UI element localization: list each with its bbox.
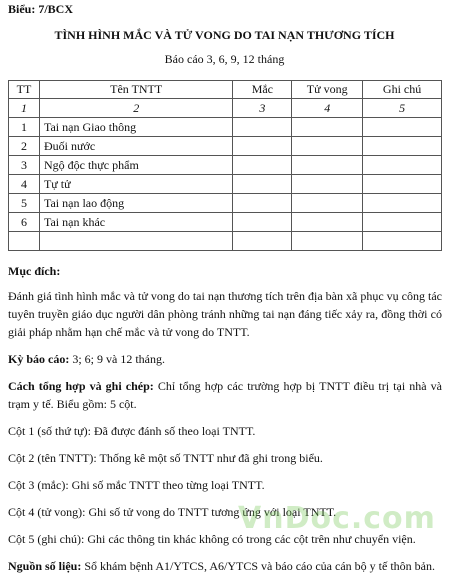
cell-tu-vong [292,118,363,137]
table-header-row [9,81,442,99]
cell-ghi-chu [363,213,442,232]
source-label: Nguồn số liệu: [8,559,82,573]
row-name: Tự tử [39,175,232,194]
column-desc-2: Cột 2 (tên TNTT): Thống kê một số TNTT như đã ghi trong biểu. [8,451,323,465]
cell-ghi-chu [363,175,442,194]
header-mac: Mắc [233,81,292,99]
cell-mac [233,194,292,213]
column-desc-3: Cột 3 (mắc): Ghi số mắc TNTT theo từng loại TNTT. [8,478,265,492]
row-number: 4 [9,175,40,194]
table-row [9,156,442,175]
row-name: Tai nạn lao động [39,194,232,213]
header-tu-vong: Tử vong [292,81,363,99]
row-name: Đuối nước [39,137,232,156]
cell-mac [233,175,292,194]
row-number: 2 [9,137,40,156]
watermark-logo: VnDoc.com [238,501,436,536]
cell-mac [233,137,292,156]
index-cell: 2 [39,99,232,118]
method-label: Cách tổng hợp và ghi chép: [8,379,154,393]
period-label: Kỳ báo cáo: [8,352,70,366]
cell-ghi-chu [363,232,442,251]
row-name: Ngộ độc thực phẩm [39,156,232,175]
header-ghi-chu: Ghi chú [363,81,442,99]
source-paragraph [8,557,442,575]
index-cell: 4 [292,99,363,118]
cell-tu-vong [292,232,363,251]
index-cell: 5 [363,99,442,118]
row-number: 1 [9,118,40,137]
purpose-text: Đánh giá tình hình mắc và tử vong do tai nạn thương tích trên địa bàn xã phục vụ công tác tuyên truyền giáo dục người dân phòng tránh những tai nạn đáng tiếc xảy ra, đồng thời có giải pháp nhằm hạn chế mắc và tử vong do TNTT. [8,289,442,339]
column-desc-5: Cột 5 (ghi chú): Ghi các thông tin khác không có trong các cột trên như chuyển viện. [8,532,416,546]
row-name: Tai nạn Giao thông [39,118,232,137]
table-row [9,213,442,232]
cell-ghi-chu [363,194,442,213]
cell-ghi-chu [363,118,442,137]
cell-tu-vong [292,137,363,156]
column-desc-4: Cột 4 (tử vong): Ghi số tử vong do TNTT tương ứng với loại TNTT. [8,505,337,519]
cell-ghi-chu [363,137,442,156]
purpose-label: Mục đích: [8,264,61,278]
table-row-empty [9,232,442,251]
cell-mac [233,232,292,251]
period-paragraph [8,350,442,368]
table-row [9,194,442,213]
index-cell: 3 [233,99,292,118]
document-title: TÌNH HÌNH MẮC VÀ TỬ VONG DO TAI NẠN THƯƠNG TÍCH [54,28,395,42]
row-number: 6 [9,213,40,232]
source-text: Sổ khám bệnh A1/YTCS, A6/YTCS và báo cáo của cán bộ y tế thôn bản. [81,559,435,573]
cell-tu-vong [292,194,363,213]
table-row [9,137,442,156]
method-paragraph [8,377,442,413]
cell-mac [233,156,292,175]
document-subtitle: Báo cáo 3, 6, 9, 12 tháng [164,52,285,66]
report-table [8,80,442,251]
row-name: Tai nạn khác [39,213,232,232]
cell-tu-vong [292,213,363,232]
row-number: 5 [9,194,40,213]
column-desc-1: Cột 1 (số thứ tự): Đã được đánh số theo loại TNTT. [8,424,256,438]
index-cell: 1 [9,99,40,118]
table-row [9,175,442,194]
cell-tu-vong [292,175,363,194]
row-number: 3 [9,156,40,175]
period-text: 3; 6; 9 và 12 tháng. [69,352,165,366]
method-text: Chỉ tổng hợp các trường hợp bị TNTT điều trị tại nhà và trạm y tế. Biểu gồm: 5 cột. [8,379,442,411]
table-index-row [9,99,442,118]
header-name: Tên TNTT [39,81,232,99]
row-number [9,232,40,251]
table-row [9,118,442,137]
cell-tu-vong [292,156,363,175]
cell-mac [233,118,292,137]
form-code: Biểu: 7/BCX [8,2,74,16]
cell-ghi-chu [363,156,442,175]
cell-mac [233,213,292,232]
row-name [39,232,232,251]
header-tt: TT [9,81,40,99]
